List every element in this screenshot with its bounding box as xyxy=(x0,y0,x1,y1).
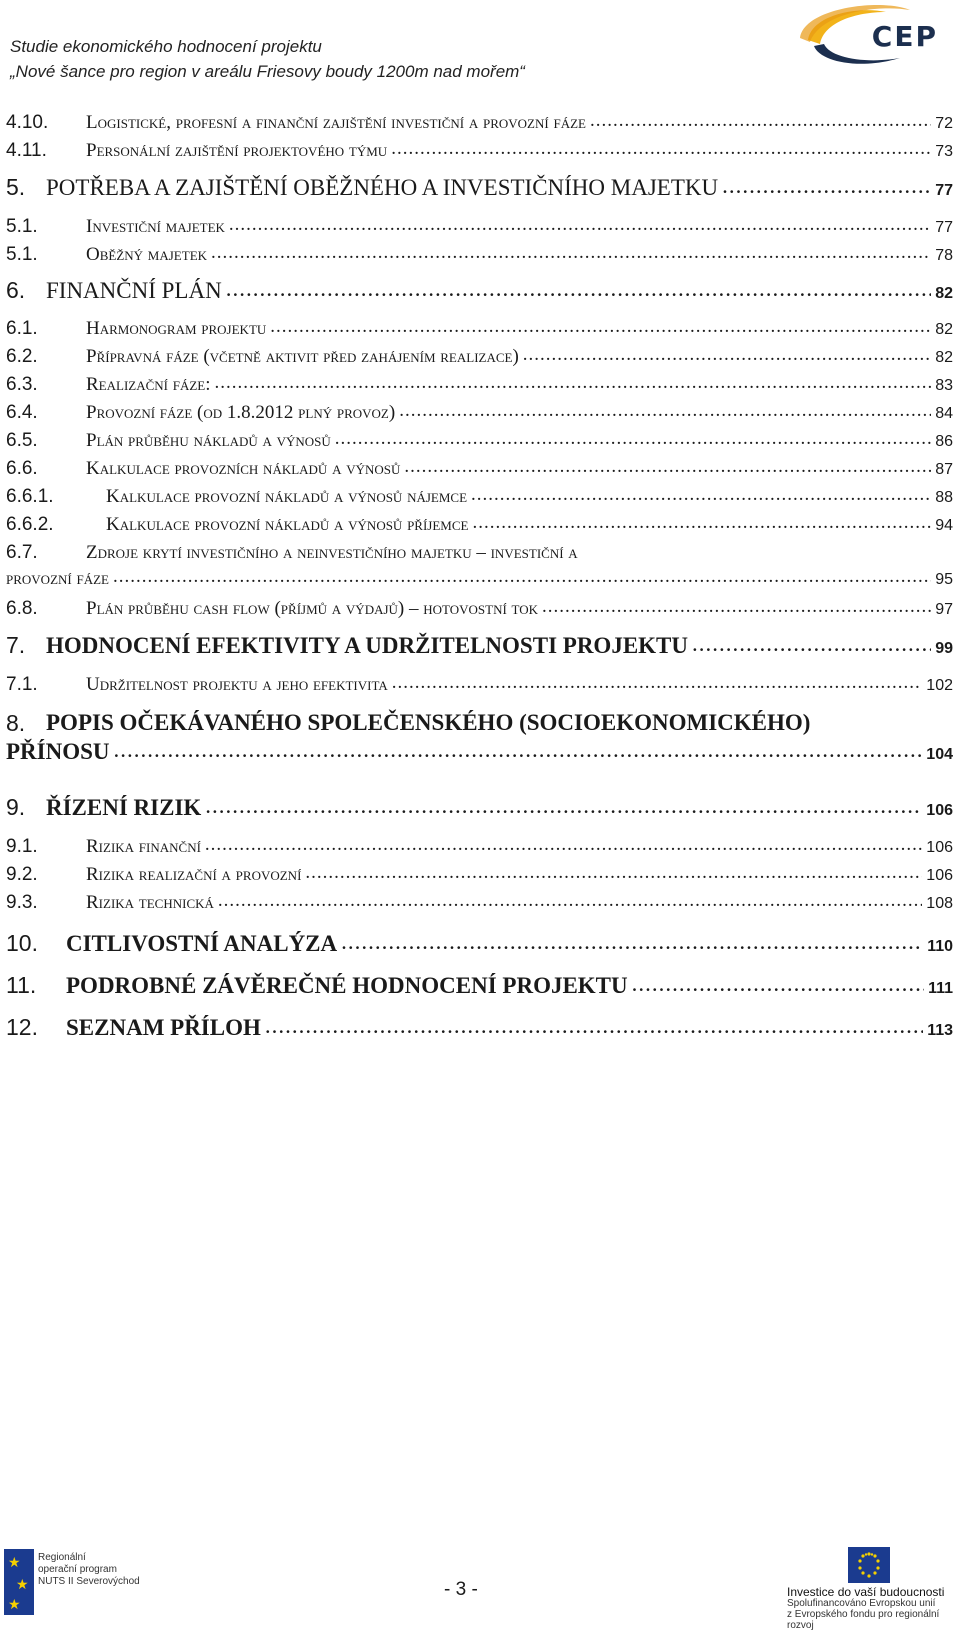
toc-entry-page: 97 xyxy=(935,601,953,618)
toc-entry-number: 7. xyxy=(6,632,26,658)
dot-leader xyxy=(335,428,931,450)
toc-entry-number: 6.6.1. xyxy=(6,486,54,507)
toc-entry-title: Oběžný majetek xyxy=(86,244,208,265)
page-number: - 3 - xyxy=(444,1579,478,1600)
dot-leader xyxy=(305,862,922,884)
toc-entry-title: Kalkulace provozní nákladů a výnosů příjemce xyxy=(106,514,469,535)
toc-entry-page: 87 xyxy=(935,461,953,478)
toc-entry-title: Kalkulace provozní nákladů a výnosů nájemce xyxy=(106,486,468,507)
dot-leader xyxy=(542,596,931,618)
toc-entry-number: 12. xyxy=(6,1014,38,1040)
toc-entry-title: Kalkulace provozních nákladů a výnosů xyxy=(86,458,401,479)
toc-entry-number: 9.1. xyxy=(6,836,38,857)
toc-entry-title: PODROBNÉ ZÁVĚREČNÉ HODNOCENÍ PROJEKTU xyxy=(66,973,628,998)
toc-entry-title: ŘÍZENÍ RIZIK xyxy=(46,795,202,820)
dot-leader xyxy=(590,110,931,132)
toc-entry-page: 94 xyxy=(935,517,953,534)
svg-text:★: ★ xyxy=(8,1555,21,1571)
toc-entry-9-1[interactable] xyxy=(6,836,953,858)
toc-entry-number: 4.11. xyxy=(6,140,47,161)
toc-entry-title: Rizika realizační a provozní xyxy=(86,864,302,885)
dot-leader xyxy=(270,316,931,338)
rop-label-line: operační program xyxy=(38,1564,117,1575)
toc-entry-5-1-obezny[interactable] xyxy=(6,244,953,266)
toc-entry-title: Personální zajištění projektového týmu xyxy=(86,140,388,161)
dot-leader xyxy=(114,737,923,763)
dot-leader xyxy=(722,173,931,199)
toc-entry-title: FINANČNÍ PLÁN xyxy=(46,278,222,303)
toc-entry-title: Provozní fáze (od 1.8.2012 plný provoz) xyxy=(86,402,396,423)
toc-entry-page: 95 xyxy=(935,571,953,588)
toc-entry-number: 6.2. xyxy=(6,346,38,367)
toc-entry-8[interactable] xyxy=(6,710,953,765)
page-footer xyxy=(0,1525,960,1631)
toc-entry-page: 72 xyxy=(935,115,953,132)
cep-logo xyxy=(790,0,950,80)
rop-program-label xyxy=(38,1552,140,1588)
toc-entry-page: 106 xyxy=(926,839,953,856)
toc-entry-5[interactable] xyxy=(6,174,953,201)
toc-entry-6-6[interactable] xyxy=(6,458,953,480)
toc-entry-page: 73 xyxy=(935,143,953,160)
toc-entry-number: 6.3. xyxy=(6,374,38,395)
toc-entry-title: HODNOCENÍ EFEKTIVITY A UDRŽITELNOSTI PROJEKTU xyxy=(46,633,689,658)
toc-entry-title: Udržitelnost projektu a jeho efektivita xyxy=(86,674,388,695)
dot-leader xyxy=(218,890,922,912)
dot-leader xyxy=(211,242,931,264)
toc-entry-title: Rizika finanční xyxy=(86,836,201,857)
rop-label-line: Regionální xyxy=(38,1552,86,1563)
dot-leader xyxy=(226,276,932,302)
toc-entry-4-10[interactable] xyxy=(6,112,953,134)
toc-entry-number: 9.3. xyxy=(6,892,38,913)
toc-entry-title-continued: PŘÍNOSU xyxy=(6,739,110,764)
toc-entry-number: 8. xyxy=(6,710,26,736)
toc-entry-title-continued: provozní fáze xyxy=(6,568,109,589)
dot-leader xyxy=(692,631,931,657)
toc-entry-12[interactable] xyxy=(6,1014,953,1041)
dot-leader xyxy=(472,512,931,534)
toc-entry-title: Rizika technická xyxy=(86,892,214,913)
toc-entry-page: 88 xyxy=(935,489,953,506)
toc-entry-number: 5.1. xyxy=(6,216,38,237)
toc-entry-number: 9.2. xyxy=(6,864,38,885)
toc-entry-page: 78 xyxy=(935,247,953,264)
dot-leader xyxy=(471,484,931,506)
toc-entry-9[interactable] xyxy=(6,794,953,821)
toc-entry-title: Přípravná fáze (včetně aktivit před zahájením realizace) xyxy=(86,346,519,367)
toc-entry-number: 11. xyxy=(6,972,37,998)
toc-entry-title: Zdroje krytí investičního a neinvestičního majetku – investiční a xyxy=(86,542,578,563)
toc-entry-5-1-investicni[interactable] xyxy=(6,216,953,238)
toc-entry-6-7[interactable] xyxy=(6,542,953,590)
toc-entry-page: 113 xyxy=(927,1022,953,1039)
toc-entry-6-3[interactable] xyxy=(6,374,953,396)
dot-leader xyxy=(341,929,923,955)
dot-leader xyxy=(399,400,931,422)
toc-entry-9-2[interactable] xyxy=(6,864,953,886)
rop-label-line: NUTS II Severovýchod xyxy=(38,1576,140,1587)
toc-entry-6-6-2[interactable] xyxy=(6,514,953,536)
toc-entry-number: 6.8. xyxy=(6,598,38,619)
toc-entry-number: 5. xyxy=(6,174,26,200)
cep-logo-text: CEP xyxy=(871,20,938,53)
toc-entry-page: 99 xyxy=(935,640,953,657)
eu-funding-caption xyxy=(787,1587,960,1631)
dot-leader xyxy=(205,793,922,819)
toc-entry-9-3[interactable] xyxy=(6,892,953,914)
toc-entry-title: Plán průběhu cash flow (příjmů a výdajů) – hotovostní tok xyxy=(86,598,539,619)
svg-text:★: ★ xyxy=(16,1577,29,1593)
toc-entry-number: 5.1. xyxy=(6,244,38,265)
toc-entry-number: 6.6. xyxy=(6,458,38,479)
dot-leader xyxy=(265,1013,923,1039)
svg-text:★: ★ xyxy=(8,1597,21,1613)
dot-leader xyxy=(392,672,923,694)
toc-entry-page: 77 xyxy=(935,219,953,236)
dot-leader xyxy=(523,344,931,366)
toc-entry-page: 108 xyxy=(926,895,953,912)
toc-entry-page: 106 xyxy=(926,802,953,819)
toc-entry-number: 6.6.2. xyxy=(6,514,54,535)
toc-entry-page: 82 xyxy=(935,321,953,338)
toc-entry-title: POPIS OČEKÁVANÉHO SPOLEČENSKÉHO (SOCIOEKONOMICKÉHO) xyxy=(46,710,811,735)
toc-entry-page: 86 xyxy=(935,433,953,450)
toc-entry-title: CITLIVOSTNÍ ANALÝZA xyxy=(66,931,338,956)
dot-leader xyxy=(404,456,931,478)
toc-entry-title: Realizační fáze: xyxy=(86,374,211,395)
toc-entry-title: POTŘEBA A ZAJIŠTĚNÍ OBĚŽNÉHO A INVESTIČNÍHO MAJETKU xyxy=(46,175,719,200)
toc-entry-page: 82 xyxy=(935,285,953,302)
toc-entry-11[interactable] xyxy=(6,972,953,999)
toc-entry-number: 6.7. xyxy=(6,542,38,563)
toc-entry-page: 102 xyxy=(926,677,953,694)
toc-entry-title: SEZNAM PŘÍLOH xyxy=(66,1015,261,1040)
toc-entry-6-1[interactable] xyxy=(6,318,953,340)
toc-entry-title: Plán průběhu nákladů a výnosů xyxy=(86,430,331,451)
toc-entry-page: 84 xyxy=(935,405,953,422)
header-project-title: „Nové šance pro region v areálu Friesovy boudy 1200m nad mořem“ xyxy=(10,62,525,81)
toc-entry-6-8[interactable] xyxy=(6,598,953,620)
document-header xyxy=(10,34,630,84)
toc-entry-page: 82 xyxy=(935,349,953,366)
toc-entry-6-2[interactable] xyxy=(6,346,953,368)
toc-entry-page: 77 xyxy=(935,182,953,199)
toc-entry-title: Investiční majetek xyxy=(86,216,225,237)
toc-entry-7-1[interactable] xyxy=(6,674,953,696)
header-study-title: Studie ekonomického hodnocení projektu xyxy=(10,37,322,56)
dot-leader xyxy=(229,214,931,236)
toc-entry-number: 4.10. xyxy=(6,112,49,133)
toc-entry-number: 6.5. xyxy=(6,430,38,451)
toc-entry-number: 7.1. xyxy=(6,674,38,695)
toc-entry-page: 104 xyxy=(926,746,953,763)
dot-leader xyxy=(391,138,931,160)
toc-entry-title: Logistické, profesní a finanční zajištění investiční a provozní fáze xyxy=(86,112,586,133)
dot-leader xyxy=(632,971,924,997)
toc-entry-number: 6.4. xyxy=(6,402,38,423)
toc-entry-number: 10. xyxy=(6,930,38,956)
toc-entry-6[interactable] xyxy=(6,277,953,304)
toc-entry-6-4[interactable] xyxy=(6,402,953,424)
toc-entry-page: 110 xyxy=(927,938,953,955)
dot-leader xyxy=(215,372,932,394)
toc-entry-number: 9. xyxy=(6,794,26,820)
star-pattern-icon xyxy=(4,1549,34,1615)
toc-entry-page: 83 xyxy=(935,377,953,394)
eu-caption-line: Spolufinancováno Evropskou unií xyxy=(787,1598,936,1609)
toc-entry-10[interactable] xyxy=(6,930,953,957)
toc-entry-page: 111 xyxy=(928,980,953,997)
toc-entry-page: 106 xyxy=(926,867,953,884)
eu-caption-line: z Evropského fondu pro regionální rozvoj xyxy=(787,1609,940,1631)
dot-leader xyxy=(113,566,931,588)
rop-flag-icon xyxy=(4,1549,34,1615)
eu-caption-line: Investice do vaší budoucnosti xyxy=(787,1585,945,1599)
toc-entry-4-11[interactable] xyxy=(6,140,953,162)
toc-entry-title: Harmonogram projektu xyxy=(86,318,267,339)
eu-flag-icon xyxy=(848,1547,890,1583)
toc-entry-6-5[interactable] xyxy=(6,430,953,452)
toc-entry-6-6-1[interactable] xyxy=(6,486,953,508)
toc-entry-7[interactable] xyxy=(6,632,953,659)
toc-entry-number: 6.1. xyxy=(6,318,38,339)
eu-stars-icon xyxy=(848,1547,890,1583)
dot-leader xyxy=(205,834,922,856)
toc-entry-number: 6. xyxy=(6,277,26,303)
